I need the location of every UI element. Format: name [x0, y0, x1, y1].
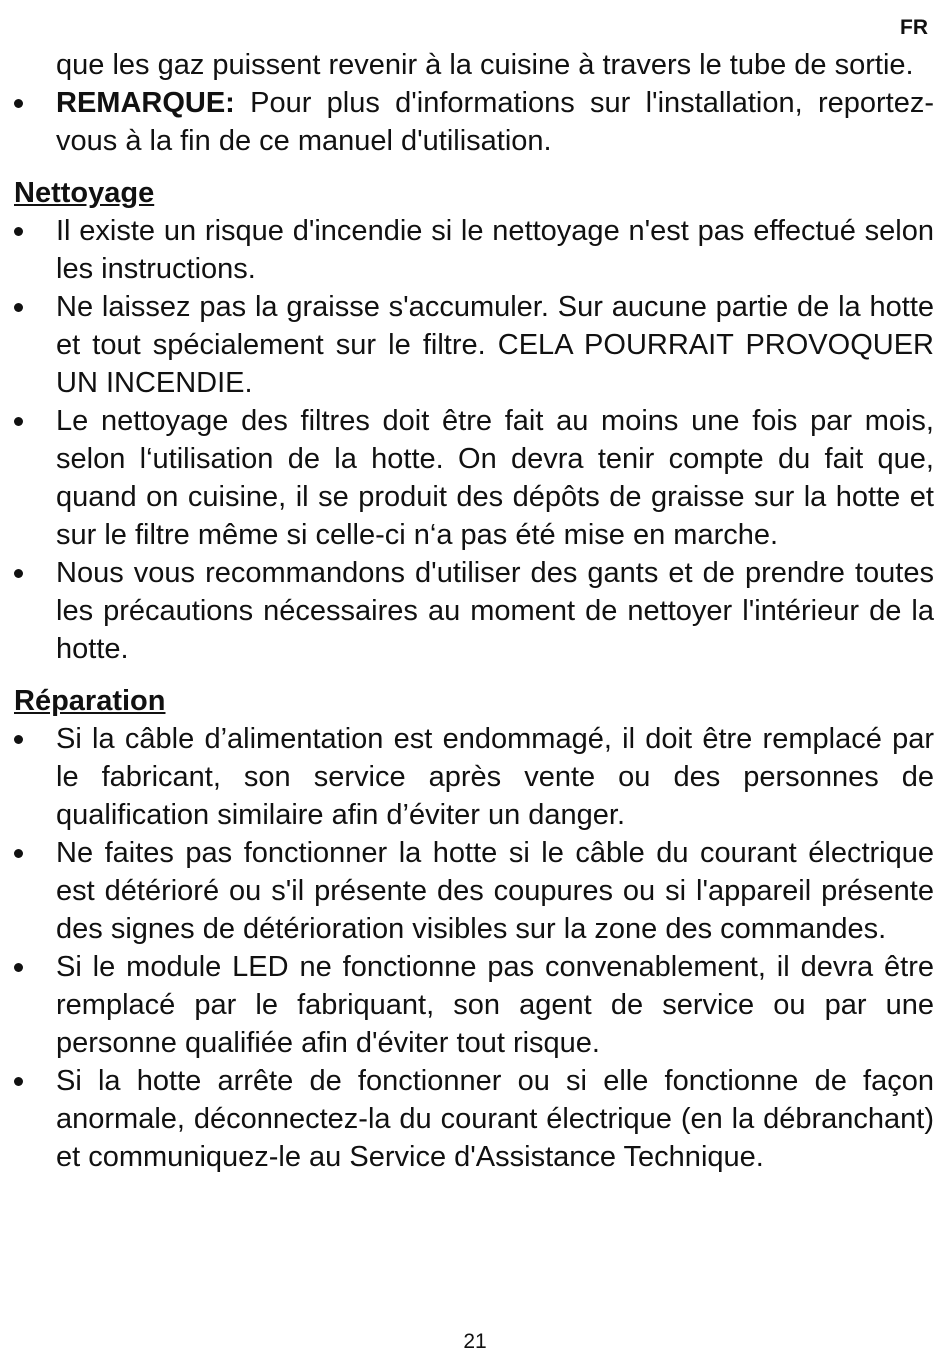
list-item-text: Le nettoyage des filtres doit être fait au moins une fois par mois, selon l‘utilisation de la hotte. On devra tenir compte du fait que, quand on cuisine, il se produit des dépôts de graisse sur la hotte et sur le filtre même si celle-ci n‘a pas été mise en marche.	[56, 405, 934, 551]
intro-list	[14, 84, 934, 160]
bullet-icon	[14, 735, 23, 744]
section-title-repair: Réparation	[14, 685, 166, 717]
list-item	[14, 288, 934, 402]
note-text: Pour plus d'informations sur l'installation, reportez-vous à la fin de ce manuel d'utilisation.	[56, 87, 934, 157]
bullet-icon	[14, 417, 23, 426]
list-item-text: Si la câble d’alimentation est endommagé, il doit être remplacé par le fabricant, son service après vente ou des personnes de qualification similaire afin d’éviter un danger.	[56, 723, 934, 831]
list-item-text: Ne laissez pas la graisse s'accumuler. Sur aucune partie de la hotte et tout spécialement sur le filtre. CELA POURRAIT PROVOQUER UN INCENDIE.	[56, 291, 934, 399]
list-item	[14, 948, 934, 1062]
page-content	[14, 46, 934, 1176]
page-number: 21	[463, 1330, 487, 1353]
repair-list	[14, 720, 934, 1176]
bullet-icon	[14, 303, 23, 312]
list-item	[14, 834, 934, 948]
list-item-text: Si la hotte arrête de fonctionner ou si elle fonctionne de façon anormale, déconnectez-la du courant électrique (en la débranchant) et communiquez-le au Service d'Assistance Technique.	[56, 1065, 934, 1173]
list-item	[14, 554, 934, 668]
bullet-icon	[14, 963, 23, 972]
note-label: REMARQUE:	[56, 87, 235, 119]
list-item	[14, 402, 934, 554]
bullet-icon	[14, 227, 23, 236]
list-item-text: Nous vous recommandons d'utiliser des gants et de prendre toutes les précautions nécessaires au moment de nettoyer l'intérieur de la hotte.	[56, 557, 934, 665]
bullet-icon	[14, 569, 23, 578]
section-title-cleaning: Nettoyage	[14, 177, 155, 209]
cleaning-list	[14, 212, 934, 668]
list-item	[14, 212, 934, 288]
list-item-text: Ne faites pas fonctionner la hotte si le câble du courant électrique est détérioré ou s'il présente des coupures ou si l'appareil présente des signes de détérioration visibles sur la zone des commandes.	[56, 837, 934, 945]
bullet-icon	[14, 849, 23, 858]
list-item	[14, 1062, 934, 1176]
list-item-note	[14, 84, 934, 160]
list-item-text: Il existe un risque d'incendie si le nettoyage n'est pas effectué selon les instructions.	[56, 215, 934, 285]
bullet-icon	[14, 99, 23, 108]
intro-continuation: que les gaz puissent revenir à la cuisine à travers le tube de sortie.	[56, 49, 914, 81]
bullet-icon	[14, 1077, 23, 1086]
list-item-text: Si le module LED ne fonctionne pas convenablement, il devra être remplacé par le fabriquant, son agent de service ou par une personne qualifiée afin d'éviter tout risque.	[56, 951, 934, 1059]
language-code: FR	[900, 16, 928, 39]
list-item	[14, 720, 934, 834]
